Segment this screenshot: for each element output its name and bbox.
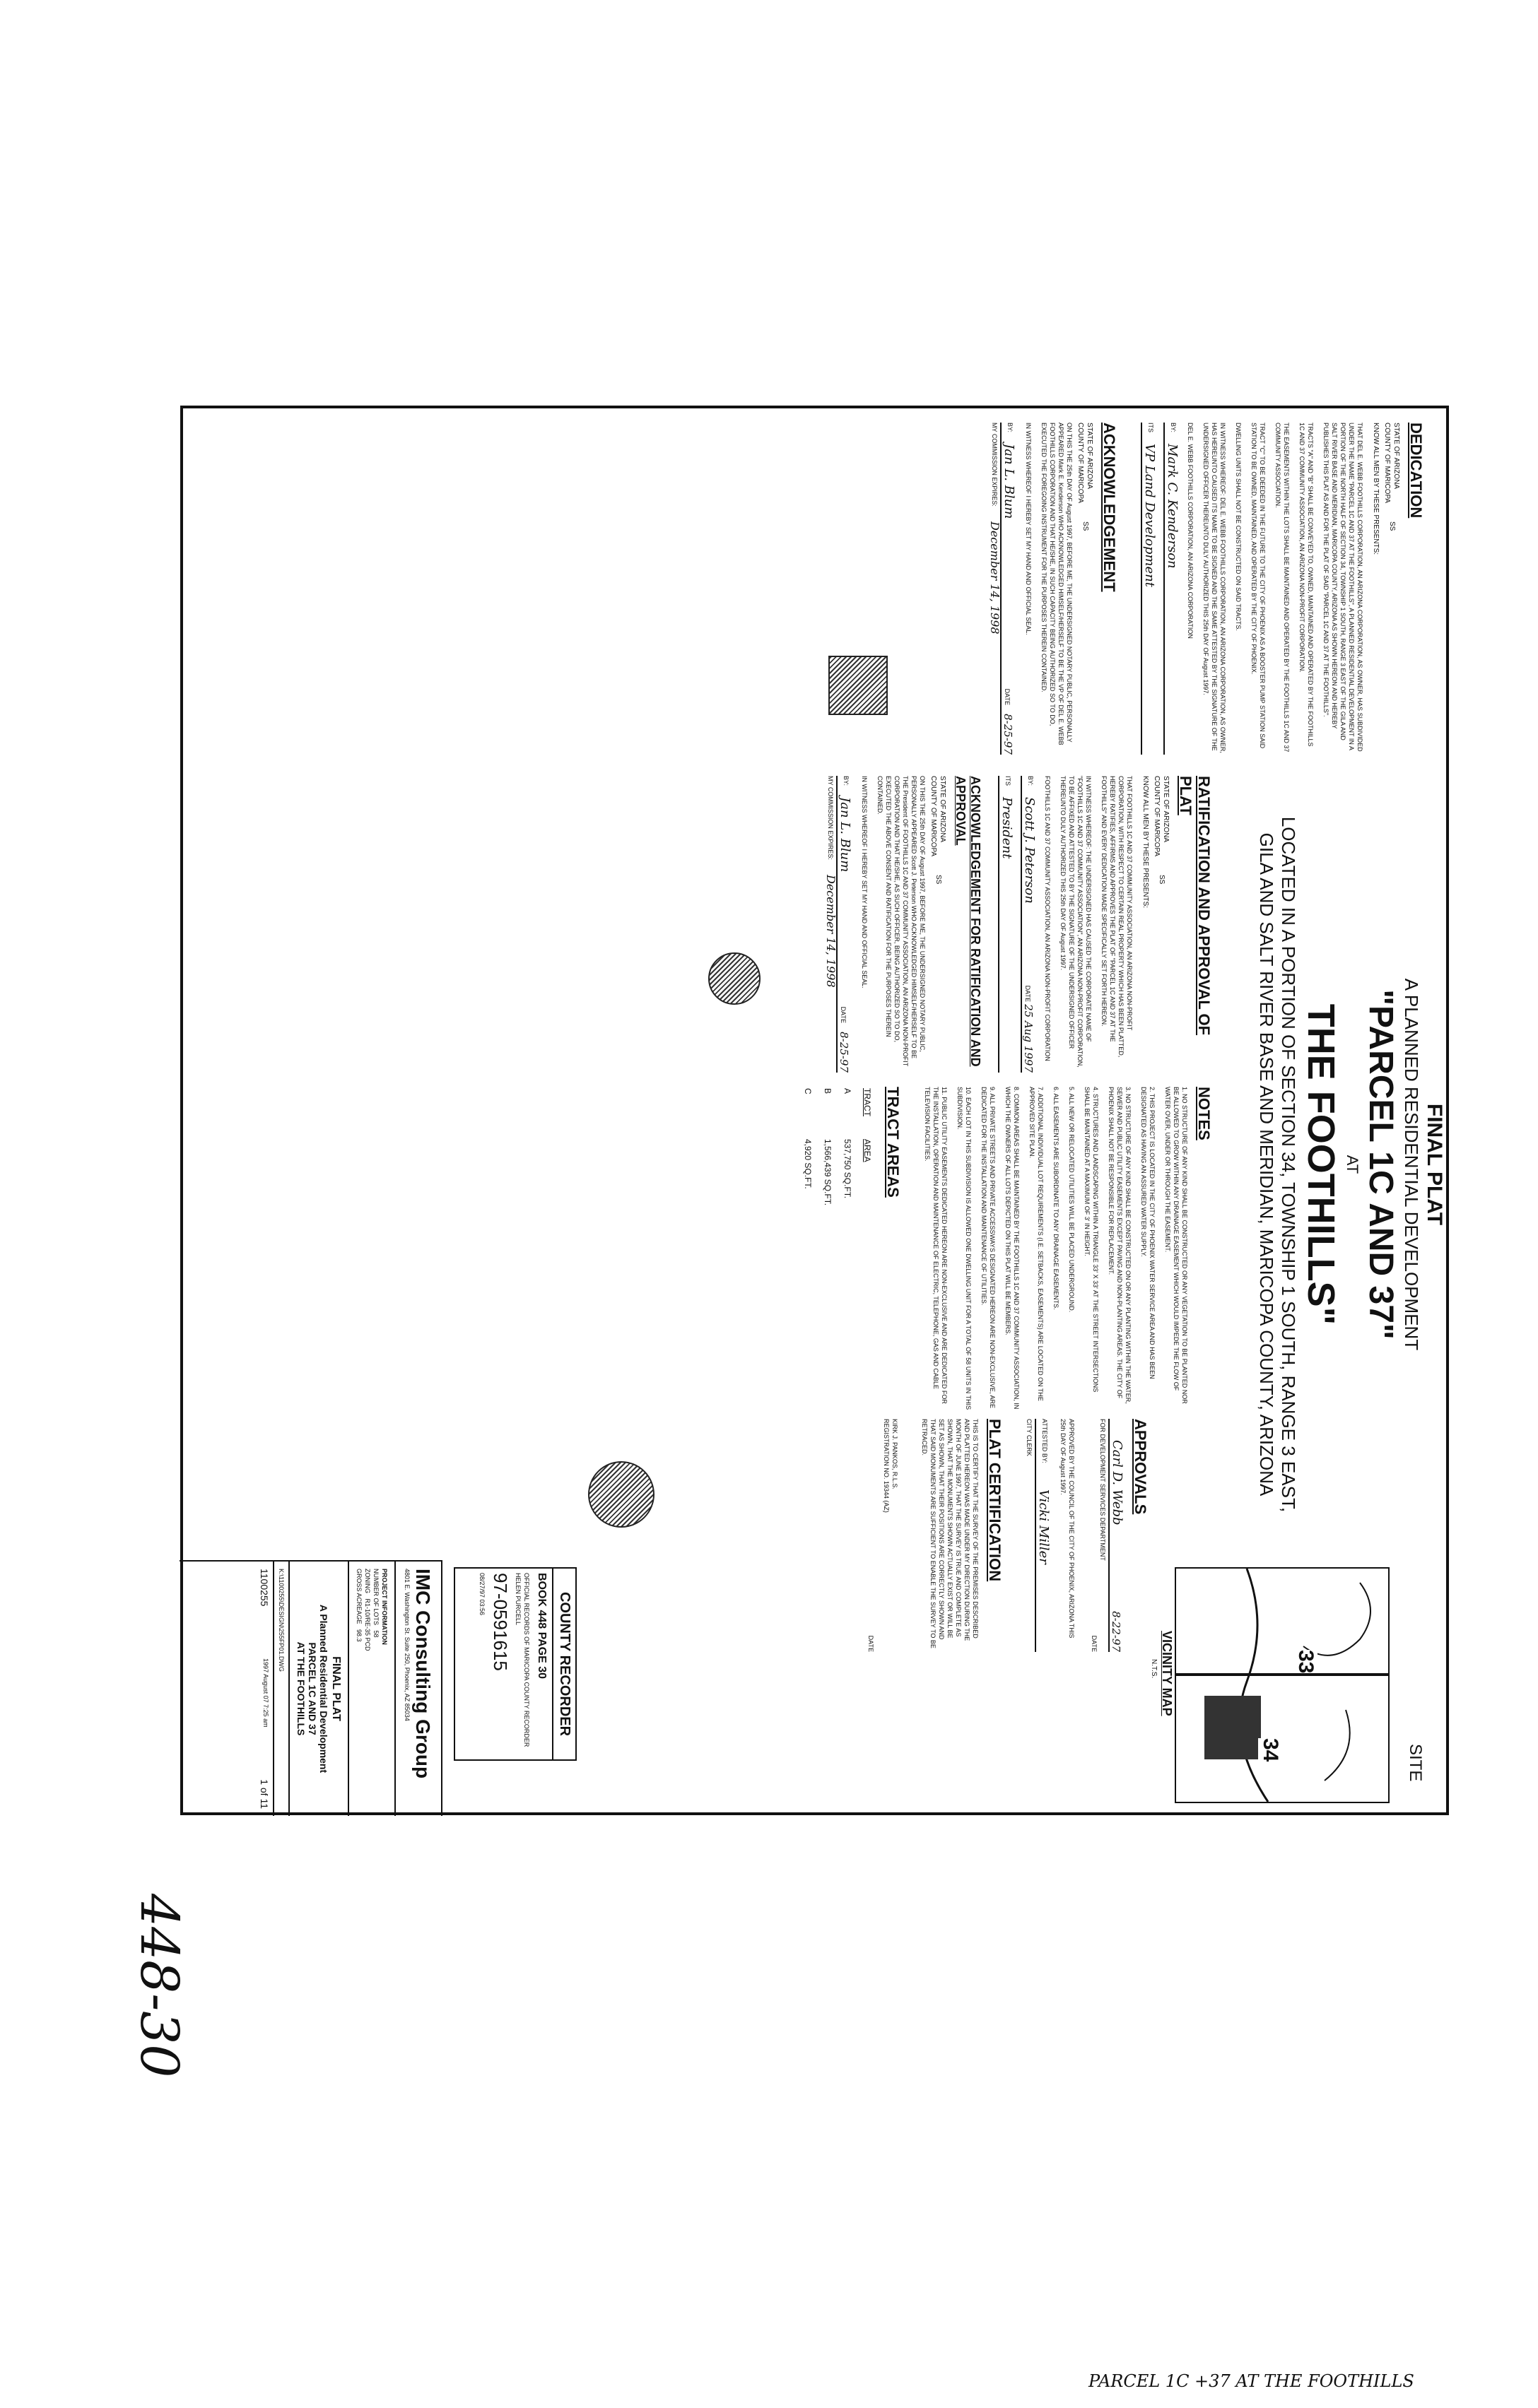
dedication-know: KNOW ALL MEN BY THESE PRESENTS:: [1372, 423, 1380, 555]
title-parcel: "PARCEL 1C AND 37": [1362, 989, 1399, 1340]
sheet-title-block: [288, 1562, 348, 1816]
approvals-dev-services: FOR DEVELOPMENT SERVICES DEPARTMENT: [1099, 1419, 1106, 1561]
ratification-ss: SS: [1158, 875, 1166, 885]
recorder-timestamp: 08/27/97 03:56: [479, 1573, 486, 1616]
dedication-body: THAT DEL E. WEBB FOOTHILLS CORPORATION, AN ARIZONA CORPORATION, AS OWNER, HAS SUBDIVIDED UNDER THE NAME "PARCEL 1C AND 37 AT THE FOOTHILLS", A PLANNED RESIDENTIAL DEVELOPMENT IN A PORTION OF THE NORTH HALF OF SECTION 34, TOWNSHIP 1 SOUTH, RANGE 3 EAST OF THE GILA AND SALT RIVER BASE AND MERIDIAN, MARICOPA COUNTY, ARIZONA AS SHOWN HEREON AND HEREBY PUBLISHES THIS PLAT AS AND FOR THE PLAT OF SAID "PARCEL 1C AND 37 AT THE FOOTHILLS".: [1322, 423, 1363, 752]
ratification-state: STATE OF ARIZONA: [1162, 776, 1170, 843]
certification-surveyor: KIRK J. PANKOS, R.L.S.: [891, 1419, 898, 1489]
note-item: 11. PUBLIC UTILITY EASEMENTS DEDICATED HEREON ARE NON-EXCLUSIVE AND ARE DEDICATED FOR THE INSTALLATION, OPERATION AND MAINTENANCE OF ELECTRIC, TELEPHONE, GAS AND CABLE TELEVISION FACILITIES.: [924, 1087, 948, 1404]
map-road: [1240, 1569, 1268, 1802]
map-road: [1325, 1710, 1350, 1781]
ack2-date-label: DATE: [840, 1006, 847, 1023]
certification-body: THIS IS TO CERTIFY THAT THE SURVEY OF THE PREMISES DESCRIBED AND PLATTED HEREON WAS MADE UNDER MY DIRECTION DURING THE MONTH OF JUNE 1997, THAT THE SURVEY IS TRUE AND COMPLETE AS SHOWN, THAT THE MONUMENTS SHOWN ACTUALLY EXIST OR WILL BE SET AS SHOWN, THAT THEIR POSITIONS ARE CORRECTLY SHOWN AND THAT SAID MONUMENTS ARE SUFFICIENT TO ENABLE THE SURVEY TO BE RETRACED.: [921, 1419, 979, 1648]
table-row: [799, 1088, 817, 1227]
ratification-its-label: ITS: [1004, 776, 1011, 786]
note-item: 2. THIS PROJECT IS LOCATED IN THE CITY OF PHOENIX WATER SERVICE AREA AND HAS BEEN DESIGNATED AS HAVING AN ASSURED WATER SUPPLY.: [1140, 1087, 1156, 1379]
ack1-by-label: BY:: [1006, 423, 1014, 433]
dedication-section: [977, 423, 1425, 755]
area-cell: 1,566,439 SQ.FT.: [823, 1139, 833, 1206]
title-location-1: LOCATED IN A PORTION OF SECTION 34, TOWNSHIP 1 SOUTH, RANGE 3 EAST,: [1278, 816, 1299, 1513]
note-item: 7. ADDITIONAL INDIVIDUAL LOT REQUIREMENTS (I.E. SETBACKS, EASEMENTS) ARE LOCATED ON THE APPROVED SITE PLAN.: [1028, 1087, 1044, 1401]
acreage-row: [355, 1569, 363, 1809]
tract-areas-header: TRACT AREAS: [884, 1087, 902, 1198]
notes-section: [797, 1087, 1213, 1412]
ratification-county: COUNTY OF MARICOPA: [1153, 776, 1161, 857]
ack1-date-value: 8-25-97: [1002, 714, 1014, 755]
dedication-signature-line: [1163, 423, 1180, 755]
ack1-state: STATE OF ARIZONA: [1086, 423, 1093, 490]
approvals-date-label: DATE: [1091, 1635, 1098, 1652]
ratification-its-line: [998, 776, 1015, 1073]
certification-header: PLAT CERTIFICATION: [986, 1419, 1004, 1582]
ack2-by-label: BY:: [843, 776, 850, 786]
approvals-clerk-signature: Vicki Miller: [1036, 1489, 1051, 1564]
notary-seal-1: [828, 656, 888, 715]
tract-cell: B: [823, 1088, 833, 1094]
ack2-body: ON THIS THE 25th DAY OF August 1997, BEFORE ME, THE UNDERSIGNED NOTARY PUBLIC, PERSONALLY APPEARED Scott J. Peterson WHO ACKNOWLEDGED HIMSELF/HERSELF TO BE THE President OF FOOTHILLS 1C AND 37 COMMUNITY ASSOCIATION, AN ARIZONA NON-PROFIT CORPORATION AND THAT HE/SHE, AS SUCH OFFICER, BEING AUTHORIZED SO TO DO, EXECUTED THE ABOVE CONSENT AND RATIFICATION FOR THE PURPOSES THEREIN CONTAINED.: [876, 776, 926, 1067]
file-path: K:\1100255\DESIGN\255FP01.DWG: [273, 1562, 288, 1816]
ack2-commission-label: MY COMMISSION EXPIRES:: [827, 776, 834, 860]
ack1-signature: Jan L. Blum: [1002, 444, 1016, 519]
note-item: 4. STRUCTURES AND LANDSCAPING WITHIN A TRIANGLE 33' X 33' AT THE STREET INTERSECTIONS SHALL BE MAINTAINED AT A MAXIMUM OF 3' IN HEIGHT.: [1084, 1087, 1099, 1393]
map-frame: [1175, 1567, 1390, 1803]
dedication-county: COUNTY OF MARICOPA: [1383, 423, 1391, 504]
ratification-section: [813, 776, 1213, 1073]
handwritten-book-page: 448-30: [129, 1894, 189, 2078]
approvals-section: [867, 1419, 1149, 1652]
certification-registration: REGISTRATION NO. 19344 (AZ): [883, 1419, 890, 1513]
title-planned-development: A PLANNED RESIDENTIAL DEVELOPMENT: [1401, 978, 1422, 1351]
note-item: 6. ALL EASEMENTS ARE SUBORDINATE TO ANY DRAINAGE EASEMENTS.: [1052, 1087, 1059, 1310]
ack1-commission-label: MY COMMISSION EXPIRES:: [991, 423, 998, 507]
tract-areas-table: [797, 1087, 878, 1228]
dedication-signature: Mark C. Kenderson: [1165, 444, 1180, 569]
ack1-commission-value: December 14, 1998: [988, 521, 1002, 635]
acreage-label: GROSS ACREAGE: [356, 1569, 363, 1624]
ack1-witness: IN WITNESS WHEREOF I HEREBY SET MY HAND AND OFFICIAL SEAL.: [1025, 423, 1032, 635]
ack1-signature-line: [1000, 423, 1017, 755]
firm-logo: IMC Consulting Group: [412, 1569, 434, 1779]
ratification-body: THAT FOOTHILLS 1C AND 37 COMMUNITY ASSOCIATION, AN ARIZONA NON-PROFIT CORPORATION, WITH RESPECT TO CERTAIN REAL PROPERTY WHICH HAS BEEN PLATTED, HEREBY RATIFIES, AFFIRMS AND APPROVES THE PLAT OF "PARCEL 1C AND 37 AT THE FOOTHILLS" AND EVERY DEDICATION MADE SPECIFICALLY SET FORTH HEREON.: [1100, 776, 1133, 1058]
ratification-assoc: FOOTHILLS 1C AND 37 COMMUNITY ASSOCIATION, AN ARIZONA NON-PROFIT CORPORATION: [1044, 776, 1051, 1061]
dedication-state: STATE OF ARIZONA: [1392, 423, 1400, 490]
recorder-book: BOOK 448 PAGE 30: [536, 1573, 548, 1679]
note-item: 5. ALL NEW OR RELOCATED UTILITIES WILL BE PLACED UNDERGROUND.: [1068, 1087, 1075, 1313]
ack2-ss: SS: [934, 875, 942, 885]
acreage-value: 98.3: [356, 1629, 363, 1642]
dedication-its-label: ITS: [1147, 423, 1154, 433]
dedication-corp: DEL E. WEBB FOOTHILLS CORPORATION, AN ARIZONA CORPORATION: [1187, 423, 1194, 639]
approvals-council: APPROVED BY THE COUNCIL OF THE CITY OF PHOENIX, ARIZONA THIS 25th DAY OF August 1997.: [1059, 1419, 1075, 1639]
approvals-signature-line: [1108, 1419, 1125, 1652]
ratification-signature: Scott J. Peterson: [1022, 797, 1037, 904]
project-info-block: [348, 1562, 394, 1816]
notary-seal-2: [708, 952, 761, 1005]
zoning-row: [363, 1569, 372, 1809]
ack2-signature-line: [836, 776, 853, 1073]
title-block: [1255, 776, 1446, 1553]
ack2-header: ACKNOWLEDGEMENT FOR RATIFICATION AND APPROVAL: [953, 776, 982, 1067]
ratification-signature-line: [1021, 776, 1038, 1073]
plot-date: 1997 August 07 7:25 am: [262, 1658, 269, 1728]
title-final-plat: FINAL PLAT: [1423, 1103, 1446, 1226]
vicinity-map: [1150, 1567, 1432, 1807]
sheet-title-4: AT THE FOOTHILLS: [295, 1641, 307, 1736]
approvals-attested-line: [1035, 1419, 1052, 1652]
zoning-label: ZONING: [364, 1569, 371, 1593]
ack1-ss: SS: [1081, 521, 1089, 531]
surveyor-seal: [588, 1461, 654, 1528]
approvals-header: APPROVALS: [1132, 1419, 1149, 1515]
col-tract: TRACT: [862, 1088, 872, 1116]
ack1-header: ACKNOWLEDGEMENT: [1100, 423, 1118, 592]
sheet-title-3: PARCEL 1C AND 37: [307, 1642, 318, 1735]
notes-header: NOTES: [1195, 1087, 1213, 1140]
table-row: [838, 1088, 857, 1227]
recorder-official: OFFICIAL RECORDS OF MARICOPA COUNTY RECORDER HELEN PURCELL: [515, 1573, 530, 1747]
ratification-its-value: President: [999, 797, 1014, 859]
firm-address: 4801 E. Washington St. Suite 250, Phoenix, AZ 85034: [404, 1569, 411, 1721]
dedication-its-line: [1141, 423, 1158, 755]
col-area: AREA: [862, 1139, 872, 1162]
dedication-ss: SS: [1388, 521, 1396, 531]
lots-value: 58: [372, 1630, 380, 1638]
area-cell: 4,920 SQ.FT.: [803, 1139, 813, 1189]
dedication-tract-c: TRACT "C" TO BE DEEDED IN THE FUTURE TO THE CITY OF PHOENIX AS A BOOSTER PUMP STATION SAID STATION TO BE OWNED, MAINTAINED, AND OPERATED BY THE CITY OF PHOENIX.: [1250, 423, 1266, 749]
sheet-title-2: A Planned Residential Development: [318, 1604, 329, 1773]
ratification-date-value: 25 Aug 1997: [1022, 1004, 1035, 1073]
note-item: 9. ALL PRIVATE STREETS AND PRIVATE ACCESSWAYS DESIGNATED HEREON ARE NON-EXCLUSIVE, ARE DEDICATED FOR THE INSTALLATION AND MAINTENANCE OF UTILITIES.: [980, 1087, 996, 1408]
approvals-date-value: 8-22-97: [1110, 1611, 1122, 1652]
ack2-date-value: 8-25-97: [838, 1032, 850, 1073]
dedication-tracts: TRACTS "A" AND "B" SHALL BE CONVEYED TO, OWNED, MAINTAINED AND OPERATED BY THE FOOTHILLS 1C AND 37 COMMUNITY ASSOCIATION, AN ARIZONA NON-PROFIT CORPORATION.: [1298, 423, 1314, 747]
ack1-body: ON THIS THE 25th DAY OF August 1997, BEFORE ME, THE UNDERSIGNED NOTARY PUBLIC, PERSONALLY APPEARED Mark E. Kenderson WHO ACKNOWLEDGED HIMSELF/HERSELF TO BE THE VP OF DEL E. WEBB FOOTHILLS CORPORATION AND THAT HE/SHE, IN SUCH CAPACITY BEING AUTHORIZED SO TO DO, EXECUTED THE FOREGOING INSTRUMENT FOR THE PURPOSES THEREIN CONTAINED.: [1040, 423, 1073, 745]
job-number: 1100255: [259, 1569, 270, 1607]
sheet-number: 1 of 11: [259, 1779, 270, 1809]
dedication-witness: IN WITNESS WHEREOF: DEL E. WEBB FOOTHILLS CORPORATION, AN ARIZONA CORPORATION, AS OWNER, HAS HEREUNTO CAUSED ITS NAME TO BE SIGNED AND THE SAME ATTESTED BY THE SIGNATURE OF THE UNDERSIGNED OFFICER THEREUNTO DULY AUTHORIZED THIS 25th DAY OF August 1997.: [1202, 423, 1226, 753]
firm-block: [394, 1562, 441, 1816]
note-item: 10. EACH LOT IN THIS SUBDIVISION IS ALLOWED ONE DWELLING UNIT FOR A TOTAL OF 58 UNITS IN THIS SUBDIVISION.: [956, 1087, 972, 1410]
dedication-easements: THE EASEMENTS WITHIN THE LOTS SHALL BE MAINTAINED AND OPERATED BY THE FOOTHILLS 1C AND 37 COMMUNITY ASSOCIATION.: [1274, 423, 1290, 752]
lots-label: NUMBER OF LOTS: [372, 1569, 380, 1626]
ack2-county: COUNTY OF MARICOPA: [929, 776, 937, 857]
ratification-date-label: DATE: [1024, 985, 1031, 1002]
approvals-signature: Carl D. Webb: [1110, 1440, 1125, 1525]
certification-date-label: DATE: [867, 1635, 874, 1652]
zoning-value: R1-10/RE-35 PCD: [364, 1598, 371, 1651]
ack2-witness: IN WITNESS WHEREOF I HEREBY SET MY HAND AND OFFICIAL SEAL.: [861, 776, 868, 988]
job-row: [256, 1562, 273, 1816]
dedication-header: DEDICATION: [1407, 423, 1425, 519]
sheet-title-box: [180, 1560, 442, 1816]
county-recorder-stamp: [454, 1567, 577, 1761]
lots-row: [372, 1569, 380, 1809]
dedication-dwelling: DWELLING UNITS SHALL NOT BE CONSTRUCTED ON SAID TRACTS.: [1235, 423, 1242, 631]
title-foothills: THE FOOTHILLS": [1300, 1003, 1342, 1326]
note-item: 8. COMMON AREAS SHALL BE MAINTAINED BY THE FOOTHILLS 1C AND 37 COMMUNITY ASSOCIATION, IN WHICH THE OWNERS OF ALL LOTS DEPICTED ON THIS PLAT WILL BE MEMBERS.: [1004, 1087, 1020, 1410]
handwritten-caption: PARCEL 1C +37 AT THE FOOTHILLS: [1088, 2371, 1414, 2391]
vicinity-map-drawing: [1176, 1569, 1388, 1802]
recorder-header: COUNTY RECORDER: [552, 1569, 575, 1759]
ack1-date-label: DATE: [1004, 688, 1011, 705]
dedication-its-value: VP Land Development: [1142, 444, 1157, 587]
approvals-attested-label: ATTESTED BY:: [1041, 1419, 1048, 1463]
site-hatch: [1204, 1696, 1261, 1759]
approvals-clerk: CITY CLERK: [1026, 1419, 1033, 1456]
map-road: [1303, 1583, 1370, 1656]
title-location-2: GILA AND SALT RIVER BASE AND MERIDIAN, MARICOPA COUNTY, ARIZONA: [1256, 832, 1277, 1497]
plat-sheet: [180, 406, 1449, 1815]
ack1-county: COUNTY OF MARICOPA: [1076, 423, 1084, 504]
ratification-know: KNOW ALL MEN BY THESE PRESENTS:: [1141, 776, 1149, 909]
ack2-signature: Jan L. Blum: [838, 797, 852, 873]
recorder-doc-number: 97-0591615: [490, 1573, 511, 1671]
note-item: 3. NO STRUCTURE OF ANY KIND SHALL BE CONSTRUCTED ON OR ANY PLANTING WITHIN THE WATER, SEWER AND PUBLIC UTILITY EASEMENTS EXCEPT PAVING AND NON-PLANTING AREAS. THE CITY OF PHOENIX SHALL NOT BE RESPONSIBLE FOR REPLACEMENT.: [1108, 1087, 1132, 1404]
sheet-title-1: FINAL PLAT: [330, 1656, 342, 1721]
vicinity-map-header: VICINITY MAP: [1160, 1631, 1174, 1716]
site-label: SITE: [1406, 1744, 1425, 1782]
vicinity-nts: N.T.S.: [1150, 1659, 1158, 1679]
table-row: [818, 1088, 837, 1227]
note-item: 1. NO STRUCTURE OF ANY KIND SHALL BE CONSTRUCTED OR ANY VEGETATION TO BE PLANTED NOR BE ALLOWED TO GROW WITHIN ANY DRAINAGE EASEMENT WHICH WOULD IMPEDE THE FLOW OF WATER OVER, UNDER OR THROUGH THE EASEMENT.: [1164, 1087, 1188, 1404]
dedication-by-label: BY:: [1170, 423, 1177, 433]
ack2-state: STATE OF ARIZONA: [939, 776, 946, 843]
section-34-label: 34: [1259, 1738, 1282, 1762]
section-33-label: 33: [1294, 1650, 1317, 1674]
table-header-row: [858, 1088, 876, 1227]
ratification-header: RATIFICATION AND APPROVAL OF PLAT: [1177, 776, 1213, 1036]
ratification-by-label: BY:: [1027, 776, 1034, 786]
ack2-commission-value: December 14, 1998: [824, 875, 838, 988]
title-at: AT: [1344, 1155, 1361, 1174]
project-info-header: PROJECT INFORMATION: [381, 1569, 388, 1645]
ratification-witness: IN WITNESS WHEREOF: THE UNDERSIGNED HAS CAUSED THE CORPORATE NAME OF "FOOTHILLS 1C AND 37 COMMUNITY ASSOCIATION", AN ARIZONA NON-PROFIT CORPORATION, TO BE AFFIXED AND ATTESTED TO BY THE SIGNATURE OF THE UNDERSIGNED OFFICER THEREUNTO DULY AUTHORIZED THIS 25th DAY OF August 1997.: [1059, 776, 1092, 1068]
tract-cell: A: [843, 1088, 852, 1094]
area-cell: 537,750 SQ.FT.: [843, 1139, 852, 1199]
tract-cell: C: [803, 1088, 813, 1094]
